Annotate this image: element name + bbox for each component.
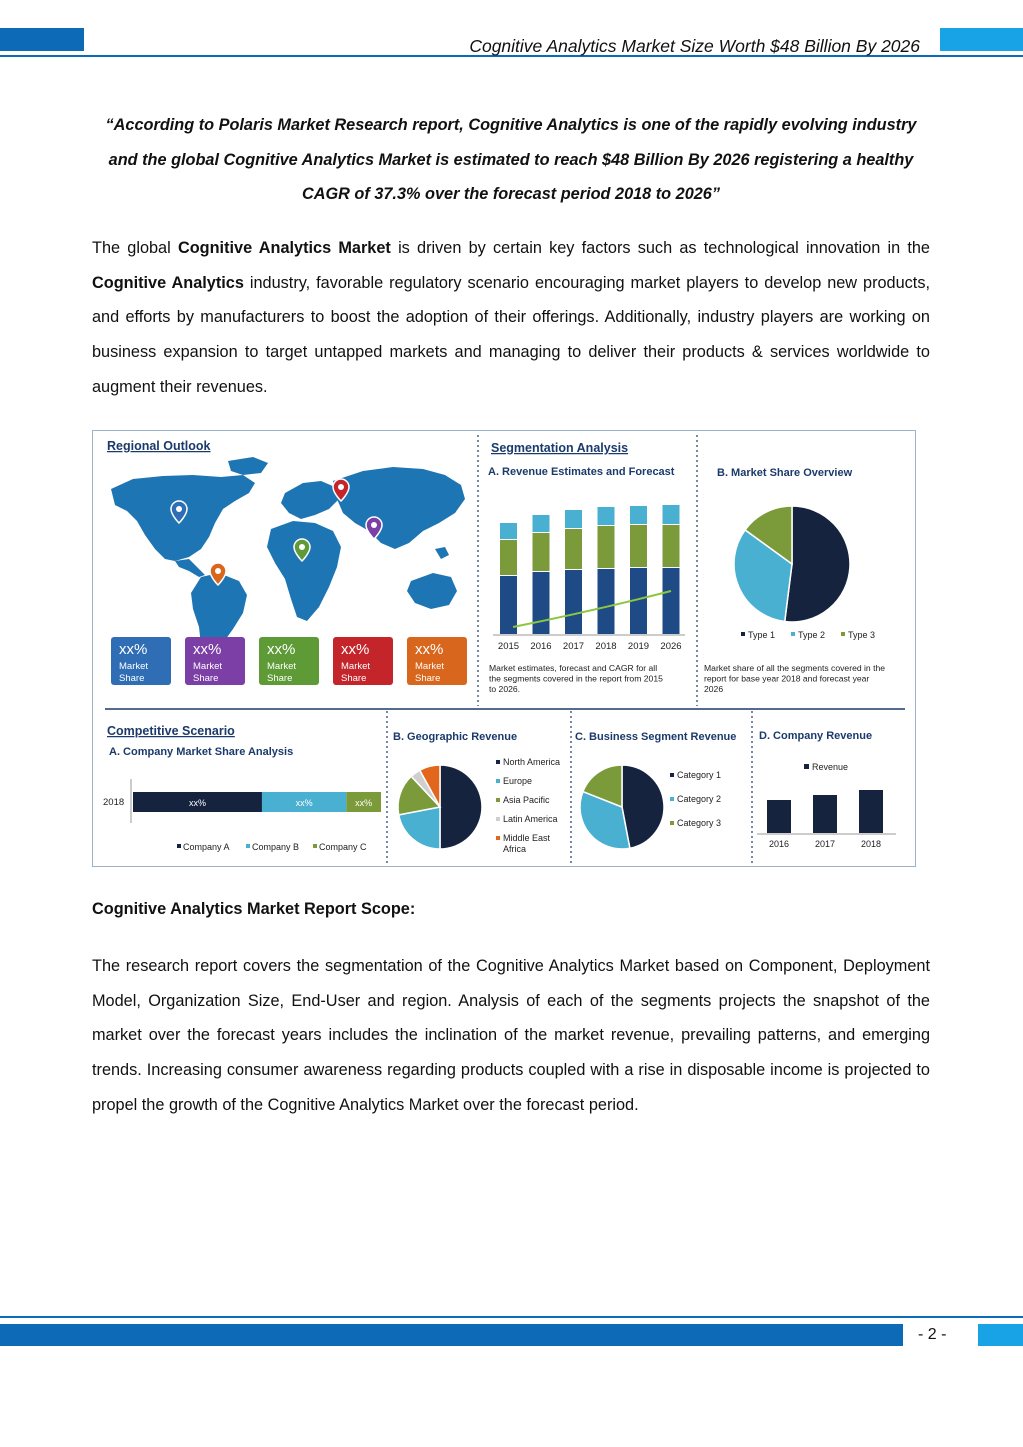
competitive-title: Competitive Scenario [107, 724, 235, 738]
market-share-title: B. Market Share Overview [717, 467, 853, 479]
page-number: - 2 - [918, 1326, 947, 1343]
revenue-bar-segment [663, 568, 680, 634]
company-share-legend-label: Company C [319, 842, 367, 852]
region-tile-percent: xx% [193, 641, 222, 658]
company-share-bar [133, 792, 381, 812]
company-revenue-year: 2016 [768, 839, 790, 849]
company-revenue-legend: Revenue [812, 762, 849, 772]
revenue-note-line: the segments covered in the report from 2015 [489, 673, 663, 684]
footer-accent-left [0, 1324, 903, 1346]
company-share-title: A. Company Market Share Analysis [109, 746, 294, 758]
press-quote: “According to Polaris Market Research report, Cognitive Analytics is one of the rapidly evolving industry and the global Cognitive Analytics Market is estimated to reach $48 Billion By 2026 registering a healthy CAGR of 37.3% over the forecast period 2018 to 2026” [105, 116, 917, 204]
region-tile-label: Market [267, 661, 297, 672]
region-tile-label: Share [415, 673, 441, 684]
company-share-label: xx% [188, 798, 206, 808]
market-share-note [704, 663, 885, 694]
company-revenue-title: D. Company Revenue [759, 730, 873, 742]
page-header-title: Cognitive Analytics Market Size Worth $48 Billion By 2026 [469, 36, 920, 56]
company-share-legend [177, 842, 367, 852]
region-tile-label: Share [341, 673, 367, 684]
footer-rule [0, 1316, 1023, 1318]
infographic-canvas [93, 431, 915, 866]
revenue-year-label: 2019 [627, 641, 650, 652]
revenue-forecast-title: A. Revenue Estimates and Forecast [488, 466, 675, 478]
intro-text-1: The global [92, 239, 178, 257]
business-segment-legend-label: Category 3 [677, 818, 722, 828]
region-tile-label: Share [119, 673, 145, 684]
revenue-forecast-note [489, 663, 663, 694]
revenue-note-line: to 2026. [489, 684, 521, 694]
intro-text-2: is driven by certain key factors such as technological innovation in the [390, 239, 930, 257]
region-tile-percent: xx% [341, 641, 370, 658]
revenue-bar-segment [598, 569, 615, 634]
company-revenue-bar [813, 795, 837, 833]
market-share-legend-swatch [791, 632, 795, 636]
footer-accent-right [978, 1324, 1023, 1346]
company-revenue-legend-swatch [804, 764, 809, 769]
revenue-bar-segment [630, 525, 647, 567]
segmentation-title: Segmentation Analysis [491, 441, 629, 455]
intro-paragraph [92, 231, 930, 405]
geographic-legend-swatch [496, 760, 500, 764]
revenue-bar-segment [500, 576, 517, 634]
business-segment-title: C. Business Segment Revenue [575, 731, 737, 743]
geographic-legend-swatch [496, 779, 500, 783]
market-share-note-line: Market share of all the segments covered in the [704, 663, 886, 673]
region-share-tiles [111, 637, 467, 685]
business-segment-legend-label: Category 2 [677, 794, 722, 804]
company-revenue-year: 2018 [860, 839, 882, 849]
revenue-year-label: 2016 [530, 641, 552, 652]
revenue-bar-segment [565, 529, 582, 569]
market-share-legend-swatch [741, 632, 745, 636]
revenue-year-label: 2015 [497, 641, 520, 652]
market-share-legend-label: Type 2 [798, 630, 826, 640]
region-tile-label: Market [415, 661, 445, 672]
business-segment-legend-label: Category 1 [677, 770, 722, 780]
market-share-legend-label: Type 3 [848, 630, 876, 640]
company-revenue-bar [859, 790, 883, 833]
region-tile-percent: xx% [415, 641, 444, 658]
geographic-legend-swatch [496, 817, 500, 821]
business-segment-legend [670, 770, 721, 828]
region-tile-label: Share [193, 673, 219, 684]
market-infographic [92, 430, 916, 867]
company-revenue-year: 2017 [814, 839, 836, 849]
business-segment-legend-swatch [670, 773, 674, 777]
revenue-forecast-chart [493, 505, 685, 652]
revenue-bar-segment [533, 533, 550, 571]
market-share-legend-label: Type 1 [748, 630, 776, 640]
market-share-legend [741, 630, 875, 640]
market-share-legend-swatch [841, 632, 845, 636]
market-share-slice [785, 506, 850, 622]
region-tile-label: Market [193, 661, 223, 672]
header-accent-left [0, 28, 84, 51]
scope-paragraph: The research report covers the segmentation of the Cognitive Analytics Market based on Component, Deployment Model, Organization Size, End-User and region. Analysis of each of the segments projects the snapshot of the market over the forecast years includes the inclination of the market revenue, prevailing patterns, and emerging trends. Increasing consumer awareness regarding products coupled with a rise in disposable income is projected to propel the growth of the Cognitive Analytics Market over the forecast period. [92, 957, 930, 1114]
business-segment-slice [622, 765, 664, 848]
geographic-slice [440, 765, 482, 849]
revenue-bar-segment [533, 572, 550, 634]
geographic-pie [398, 765, 482, 849]
geographic-legend-label: Africa [503, 844, 527, 854]
market-share-pie [734, 506, 850, 622]
revenue-year-label: 2026 [660, 641, 682, 652]
geographic-legend-label: Europe [503, 776, 533, 786]
company-share-legend-label: Company A [183, 842, 230, 852]
geographic-legend-swatch [496, 836, 500, 840]
geographic-legend [496, 757, 560, 854]
business-segment-legend-swatch [670, 797, 674, 801]
market-share-note-line: report for base year 2018 and forecast year [704, 673, 870, 684]
company-share-year: 2018 [103, 797, 125, 808]
revenue-bar-segment [598, 526, 615, 568]
geographic-title: B. Geographic Revenue [393, 731, 518, 743]
header-accent-right [940, 28, 1023, 51]
revenue-bar-segment [663, 525, 680, 567]
market-share-note-line: 2026 [704, 684, 724, 694]
region-tile-label: Share [267, 673, 293, 684]
company-revenue-chart [757, 790, 896, 849]
revenue-bar-segment [533, 515, 550, 532]
intro-bold-1: Cognitive Analytics Market [177, 239, 391, 257]
company-share-label: xx% [295, 798, 313, 808]
geographic-legend-label: Asia Pacific [503, 795, 550, 805]
geographic-legend-label: North America [503, 757, 561, 767]
region-tile-label: Market [119, 661, 149, 672]
company-share-legend-swatch [177, 844, 181, 848]
geographic-legend-swatch [496, 798, 500, 802]
revenue-year-label: 2018 [595, 641, 617, 652]
revenue-note-line: Market estimates, forecast and CAGR for all [489, 663, 658, 673]
scope-heading: Cognitive Analytics Market Report Scope: [92, 900, 416, 918]
revenue-bar-segment [500, 523, 517, 539]
region-tile-percent: xx% [267, 641, 296, 658]
revenue-bar-segment [663, 505, 680, 524]
business-segment-pie [580, 765, 664, 849]
regional-outlook-title: Regional Outlook [107, 439, 211, 453]
intro-bold-2: Cognitive Analytics [92, 273, 244, 292]
business-segment-legend-swatch [670, 821, 674, 825]
geographic-legend-label: Middle East [503, 833, 551, 843]
revenue-year-label: 2017 [562, 641, 585, 652]
region-tile-percent: xx% [119, 641, 148, 658]
company-share-legend-swatch [313, 844, 317, 848]
geographic-legend-label: Latin America [503, 814, 558, 824]
company-share-legend-swatch [246, 844, 250, 848]
region-tile-label: Market [341, 661, 371, 672]
company-revenue-bar [767, 800, 791, 833]
revenue-bar-segment [565, 510, 582, 528]
revenue-bar-segment [630, 506, 647, 524]
company-share-label: xx% [355, 798, 373, 808]
company-share-legend-label: Company B [252, 842, 300, 852]
revenue-bar-segment [598, 507, 615, 525]
revenue-bar-segment [565, 570, 582, 634]
revenue-bar-segment [500, 540, 517, 575]
intro-text-3: industry, favorable regulatory scenario encouraging market players to develop new products, and efforts by manufacturers to boost the adoption of their offerings. Additionally, industry players are working on business expansion to target untapped markets and managing to deliver their products & services worldwide to augment their revenues. [92, 273, 930, 396]
